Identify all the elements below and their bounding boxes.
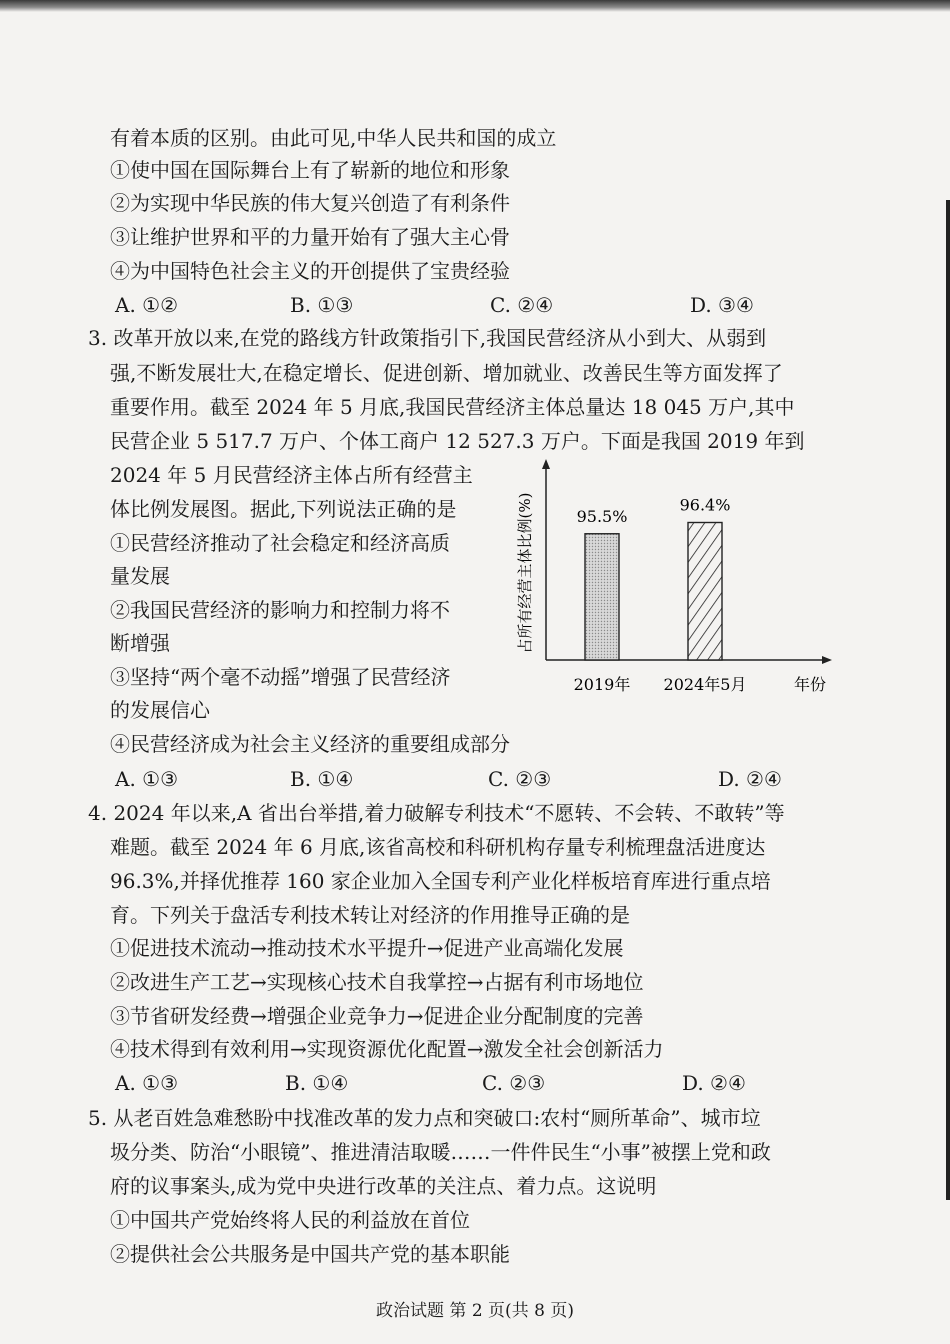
q4-option-a: A. ①③ [115,1071,179,1095]
q3-item-4: ④民营经济成为社会主义经济的重要组成部分 [110,732,510,756]
x-axis-arrow [822,656,832,664]
q2-item-3: ③让维护世界和平的力量开始有了强大主心骨 [110,225,510,249]
q3-stem-line-4: 民营企业 5 517.7 万户、个体工商户 12 527.3 万户。下面是我国 2019 年到 [110,429,805,453]
data-label-0: 95.5% [576,506,628,526]
y-axis-arrow [542,459,550,469]
q4-stem-line-3: 96.3%,并择优推荐 160 家企业加入全国专利产业化样板培育库进行重点培 [110,869,771,893]
x-tick-label-1: 2024年5月 [663,675,747,694]
q4-option-b: B. ①④ [285,1071,349,1095]
q4-stem-line-2: 难题。截至 2024 年 6 月底,该省高校和科研机构存量专利梳理盘活进度达 [110,835,766,859]
q3-item-2a: ②我国民营经济的影响力和控制力将不 [110,598,450,622]
q3-option-a: A. ①③ [115,767,179,791]
q3-stem-line-5: 2024 年 5 月民营经济主体占所有经营主 [110,463,473,487]
q4-item-4: ④技术得到有效利用→实现资源优化配置→激发全社会创新活力 [110,1037,664,1061]
q3-item-1b: 量发展 [110,564,170,588]
data-label-1: 96.4% [679,495,731,515]
q5-item-1: ①中国共产党始终将人民的利益放在首位 [110,1208,470,1232]
q3-stem-line-2: 强,不断发展壮大,在稳定增长、促进创新、增加就业、改善民生等方面发挥了 [110,361,783,385]
q2-option-d: D. ③④ [690,293,754,317]
q5-stem-line-1: 5. 从老百姓急难愁盼中找准改革的发力点和突破口:农村“厕所革命”、城市垃 [88,1106,761,1130]
q3-item-1a: ①民营经济推动了社会稳定和经济高质 [110,531,450,555]
q3-option-b: B. ①④ [290,767,354,791]
q5-item-2: ②提供社会公共服务是中国共产党的基本职能 [110,1242,510,1266]
private-economy-bar-chart [510,455,840,705]
q3-item-2b: 断增强 [110,631,170,655]
bar-0 [585,534,619,660]
q4-item-2: ②改进生产工艺→实现核心技术自我掌控→占据有利市场地位 [110,970,644,994]
q4-stem-line-1: 4. 2024 年以来,A 省出台举措,着力破解专利技术“不愿转、不会转、不敢转”等 [88,801,785,825]
x-tick-label-0: 2019年 [573,675,631,694]
q4-item-1: ①促进技术流动→推动技术水平提升→促进产业高端化发展 [110,936,624,960]
q3-item-3b: 的发展信心 [110,698,210,722]
scan-right-edge [946,200,950,1200]
q3-option-c: C. ②③ [488,767,552,791]
q2-stem-end: 有着本质的区别。由此可见,中华人民共和国的成立 [110,126,557,150]
q3-stem-line-1: 3. 改革开放以来,在党的路线方针政策指引下,我国民营经济从小到大、从弱到 [88,326,767,350]
q4-option-d: D. ②④ [682,1071,746,1095]
q4-item-3: ③节省研发经费→增强企业竞争力→促进企业分配制度的完善 [110,1004,644,1028]
q3-item-3a: ③坚持“两个毫不动摇”增强了民营经济 [110,665,451,689]
y-axis-label: 占所有经营主体比例(%) [516,492,534,654]
q2-item-2: ②为实现中华民族的伟大复兴创造了有利条件 [110,191,510,215]
q2-item-1: ①使中国在国际舞台上有了崭新的地位和形象 [110,158,510,182]
scan-top-edge [0,0,950,12]
q3-stem-line-3: 重要作用。截至 2024 年 5 月底,我国民营经济主体总量达 18 045 万户,其中 [110,395,795,419]
q5-stem-line-3: 府的议事案头,成为党中央进行改革的关注点、着力点。这说明 [110,1174,657,1198]
q2-item-4: ④为中国特色社会主义的开创提供了宝贵经验 [110,259,510,283]
q5-stem-line-2: 圾分类、防治“小眼镜”、推进清洁取暖……一件件民生“小事”被摆上党和政 [110,1140,771,1164]
q3-option-d: D. ②④ [718,767,782,791]
q2-option-a: A. ①② [115,293,179,317]
page-footer: 政治试题 第 2 页(共 8 页) [376,1301,574,1321]
bar-1 [688,523,722,661]
q2-option-b: B. ①③ [290,293,354,317]
q3-stem-line-6: 体比例发展图。据此,下列说法正确的是 [110,497,457,521]
q4-option-c: C. ②③ [482,1071,546,1095]
x-axis-label: 年份 [793,675,827,694]
q4-stem-line-4: 育。下列关于盘活专利技术转让对经济的作用推导正确的是 [110,903,630,927]
q2-option-c: C. ②④ [490,293,554,317]
